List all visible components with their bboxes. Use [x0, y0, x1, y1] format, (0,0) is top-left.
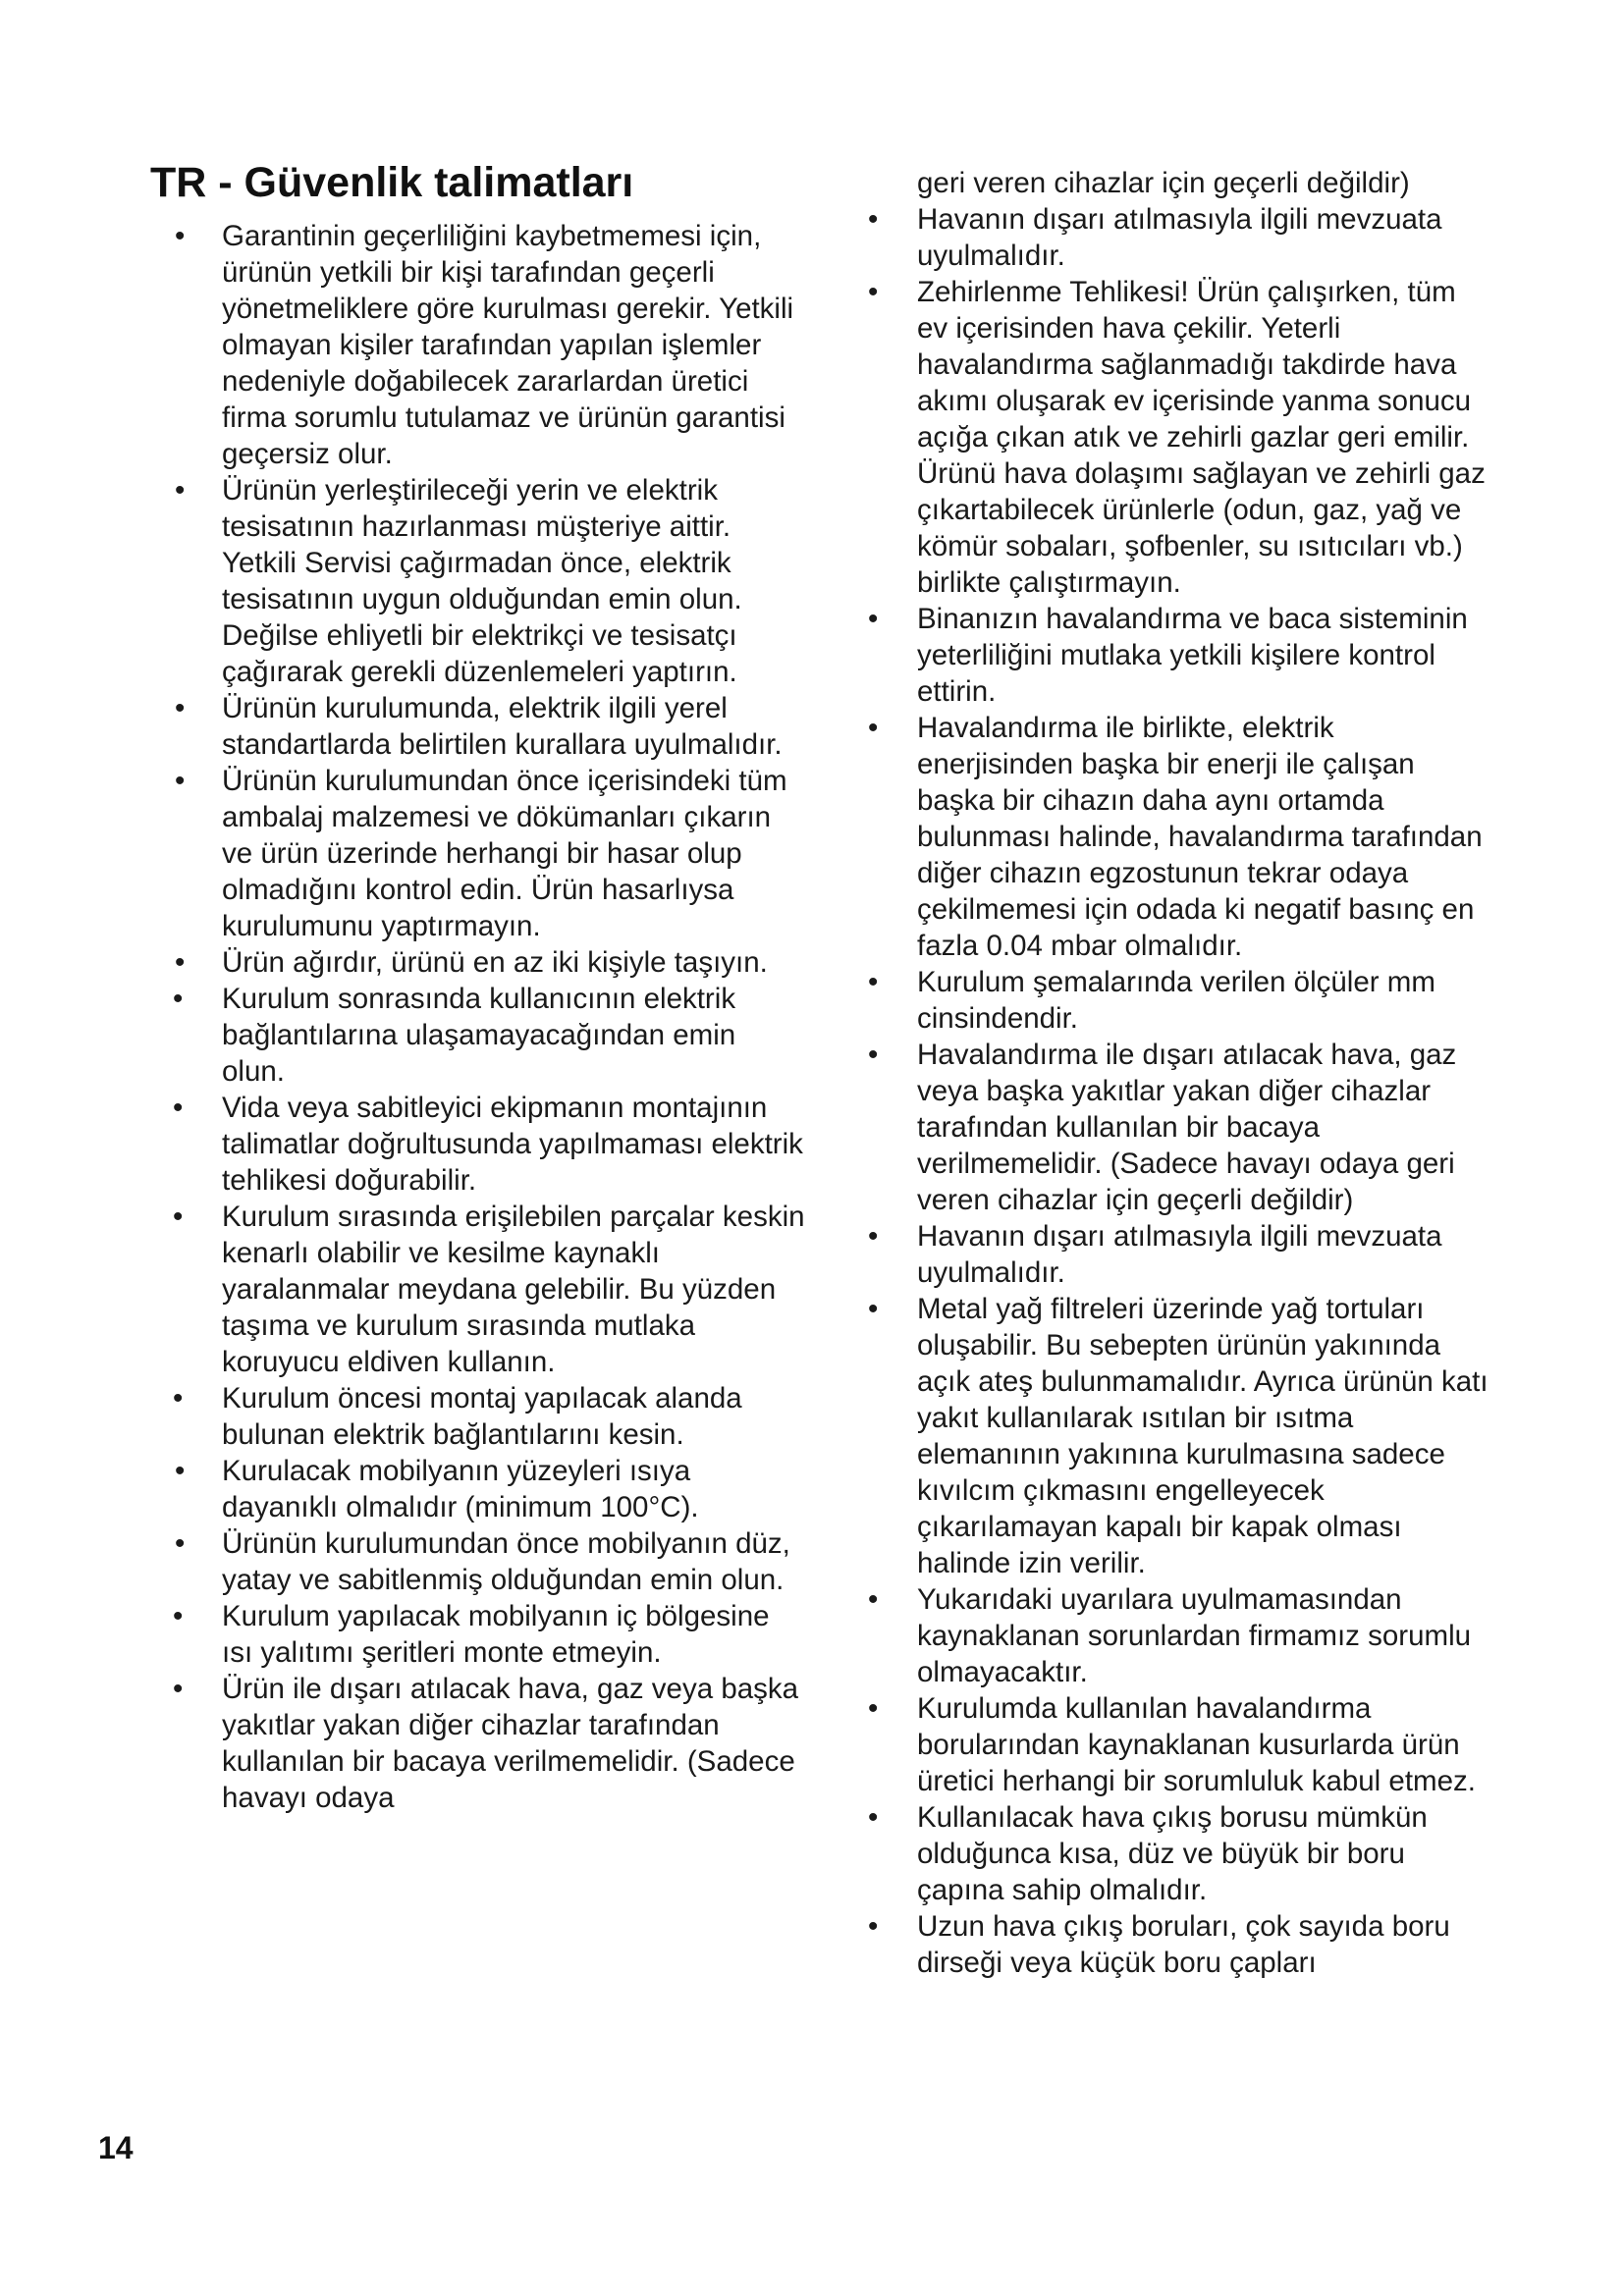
list-item: • Ürünün kurulumunda, elektrik ilgili yerel standartlarda belirtilen kurallara uyulmalıdır.: [175, 692, 783, 761]
bullet-icon: •: [868, 1583, 879, 1616]
list-item: • Ürünün kurulumundan önce mobilyanın düz, yatay ve sabitlenmiş olduğundan emin olun.: [175, 1527, 790, 1596]
bullet-icon: •: [868, 203, 879, 236]
list-item: • Yukarıdaki uyarılara uyulmamasından kaynaklanan sorunlardan firmamız sorumlu olmayacaktır.: [868, 1583, 1472, 1688]
bullet-icon: •: [173, 983, 184, 1015]
bullet-icon: •: [868, 966, 879, 998]
bullet-icon: •: [175, 692, 186, 724]
list-item: • Kurulumda kullanılan havalandırma borularından kaynaklanan kusurlarda ürün üretici herhangi bir sorumluluk kabul etmez.: [868, 1692, 1476, 1797]
bullet-icon: •: [868, 603, 879, 635]
bullet-icon: •: [868, 276, 879, 308]
bullet-icon: •: [868, 1293, 879, 1325]
list-item: • Ürünün yerleştirileceği yerin ve elektrik tesisatının hazırlanması müşteriye aittir. Yetkili Servisi çağırmadan önce, elektrik tesisatının uygun olduğundan emin olun. Değilse ehliyetli bir elektrikçi ve tesisatçı çağırarak gerekli düzenlemeleri yaptırın.: [175, 474, 742, 688]
list-item: • Kurulum yapılacak mobilyanın iç bölgesine ısı yalıtımı şeritleri monte etmeyin.: [173, 1600, 770, 1669]
list-item: • Havalandırma ile birlikte, elektrik enerjisinden başka bir enerji ile çalışan başka bir cihazın daha aynı ortamda bulunması halinde, havalandırma tarafından diğer cihazın egzostunun tekrar odaya çekilmemesi için odada ki negatif basınç en fazla 0.04 mbar olmalıdır.: [868, 712, 1483, 962]
list-item: • Ürünün kurulumundan önce içerisindeki tüm ambalaj malzemesi ve dökümanları çıkarın ve ürün üzerinde herhangi bir hasar olup olmadığını kontrol edin. Ürün hasarlıysa kurulumunu yaptırmayın.: [175, 765, 787, 942]
list-item: • Kullanılacak hava çıkış borusu mümkün olduğunca kısa, düz ve büyük bir boru çapına sahip olmalıdır.: [868, 1801, 1428, 1906]
list-item: • Havalandırma ile dışarı atılacak hava, gaz veya başka yakıtlar yakan diğer cihazlar tarafından kullanılan bir bacaya verilmemelidir. (Sadece havayı odaya geri veren cihazlar için geçerli değildir): [868, 1039, 1457, 1216]
list-item: • Ürün ile dışarı atılacak hava, gaz veya başka yakıtlar yakan diğer cihazlar tarafından kullanılan bir bacaya verilmemelidir. (Sadece havayı odaya: [173, 1673, 799, 1814]
list-item: • Havanın dışarı atılmasıyla ilgili mevzuata uyulmalıdır.: [868, 203, 1442, 272]
bullet-icon: •: [175, 1455, 186, 1487]
list-item: • Kurulum öncesi montaj yapılacak alanda bulunan elektrik bağlantılarını kesin.: [173, 1382, 742, 1451]
list-item: • Kurulum şemalarında verilen ölçüler mm cinsindendir.: [868, 966, 1435, 1035]
bullet-icon: •: [175, 765, 186, 797]
list-item: • Zehirlenme Tehlikesi! Ürün çalışırken, tüm ev içerisinden hava çekilir. Yeterli havalandırma sağlanmadığı takdirde hava akımı oluşarak ev içerisinde yanma sonucu açığa çıkan atık ve zehirli gazlar geri emilir. Ürünü hava dolaşımı sağlayan ve zehirli gaz çıkartabilecek ürünlerle (odun, gaz, yağ ve kömür sobaları, şofbenler, su ısıtıcıları vb.) birlikte çalıştırmayın.: [868, 276, 1486, 599]
list-item: • Garantinin geçerliliğini kaybetmemesi için, ürünün yetkili bir kişi tarafından geçerli yönetmeliklere göre kurulması gerekir. Yetkili olmayan kişiler tarafından yapılan işlemler nedeniyle doğabilecek zararlardan üretici firma sorumlu tutulamaz ve ürünün garantisi geçersiz olur.: [175, 220, 794, 470]
list-item: • Vida veya sabitleyici ekipmanın montajının talimatlar doğrultusunda yapılmaması elektrik tehlikesi doğurabilir.: [173, 1092, 803, 1197]
bullet-icon: •: [175, 1527, 186, 1560]
bullet-icon: •: [868, 1220, 879, 1253]
list-item: • Kurulacak mobilyanın yüzeyleri ısıya dayanıklı olmalıdır (minimum 100°C).: [175, 1455, 699, 1523]
list-item: • Ürün ağırdır, ürünü en az iki kişiyle taşıyın.: [175, 946, 768, 979]
left-column: [167, 218, 805, 1816]
bullet-icon: •: [868, 712, 879, 744]
list-item: • Havanın dışarı atılmasıyla ilgili mevzuata uyulmalıdır.: [868, 1220, 1442, 1289]
list-item: • Kurulum sırasında erişilebilen parçalar keskin kenarlı olabilir ve kesilme kaynaklı yaralanmalar meydana gelebilir. Bu yüzden taşıma ve kurulum sırasında mutlaka koruyucu eldiven kullanın.: [173, 1201, 805, 1378]
page-number: 14: [98, 2130, 134, 2165]
bullet-icon: •: [175, 946, 186, 979]
bullet-icon: •: [868, 1801, 879, 1834]
list-item: • Binanızın havalandırma ve baca sisteminin yeterliliğini mutlaka yetkili kişilere kontrol ettirin.: [868, 603, 1468, 708]
bullet-icon: •: [173, 1673, 184, 1705]
list-item: • Uzun hava çıkış boruları, çok sayıda boru dirseği veya küçük boru çapları: [868, 1910, 1450, 1979]
bullet-icon: •: [868, 1692, 879, 1725]
bullet-icon: •: [173, 1092, 184, 1124]
bullet-icon: •: [868, 1039, 879, 1071]
right-column: [862, 165, 1490, 1981]
bullet-icon: •: [173, 1201, 184, 1233]
bullet-icon: •: [175, 220, 186, 252]
bullet-icon: •: [175, 474, 186, 507]
page-title: TR - Güvenlik talimatları: [150, 159, 634, 206]
continued-text: geri veren cihazlar için geçerli değildir): [917, 167, 1410, 199]
list-item: • Metal yağ filtreleri üzerinde yağ tortuları oluşabilir. Bu sebepten ürünün yakınında açık ateş bulunmamalıdır. Ayrıca ürünün katı yakıt kullanılarak ısıtılan bir ısıtma elemanının yakınına kurulmasına sadece kıvılcım çıkmasını engelleyecek çıkarılamayan kapalı bir kapak olması halinde izin verilir.: [868, 1293, 1489, 1579]
bullet-icon: •: [173, 1600, 184, 1632]
list-item: • Kurulum sonrasında kullanıcının elektrik bağlantılarına ulaşamayacağından emin olun.: [173, 983, 736, 1088]
bullet-icon: •: [868, 1910, 879, 1943]
bullet-icon: •: [173, 1382, 184, 1415]
